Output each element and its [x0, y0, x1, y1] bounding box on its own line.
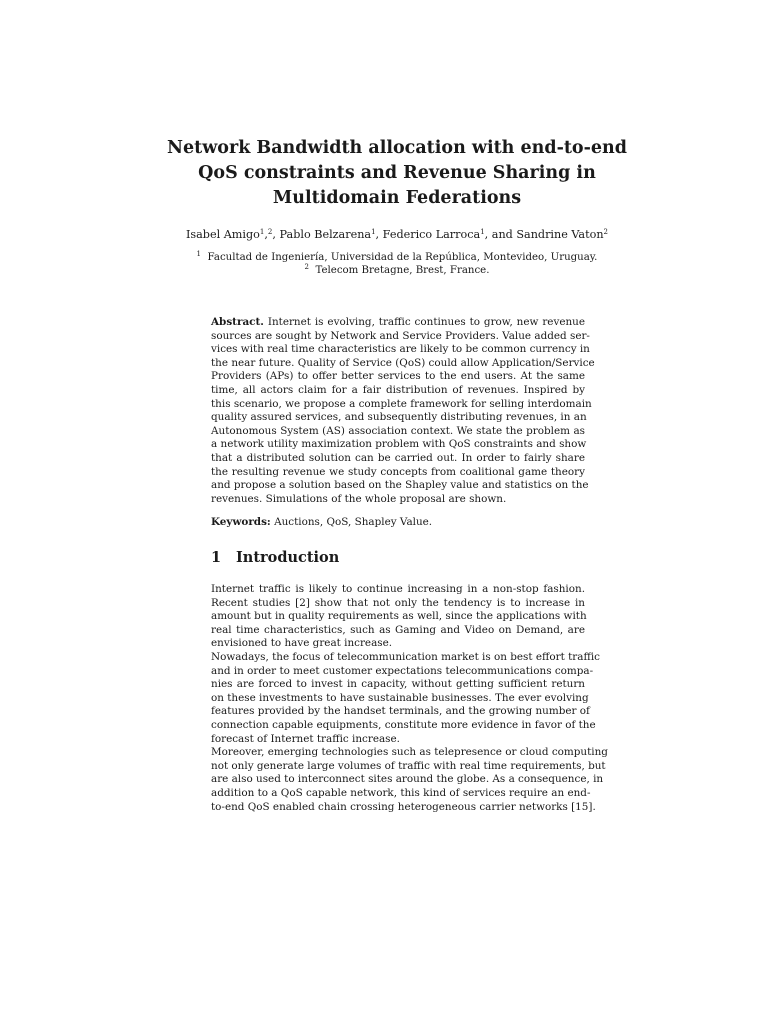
abstract-line: this scenario, we propose a complete framework for selling interdomain: [211, 397, 592, 410]
author-name: Sandrine Vaton: [516, 228, 604, 241]
author-name: Isabel Amigo: [185, 228, 260, 241]
affiliation-2: [0, 265, 768, 276]
author-affiliation-mark: 1: [259, 228, 265, 236]
title-line: QoS constraints and Revenue Sharing in: [198, 163, 596, 183]
section-number: 1: [211, 549, 222, 566]
body-line: envisioned to have great increase.: [211, 637, 393, 650]
body-line: to-end QoS enabled chain crossing heterogeneous carrier networks [15].: [211, 800, 596, 813]
body-line: Internet traffic is likely to continue increasing in a non-stop fashion.: [211, 583, 585, 595]
keywords-label: Keywords:: [211, 516, 271, 528]
abstract-line: the near future. Quality of Service (QoS) could allow Application/Service: [211, 356, 595, 369]
body-line: not only generate large volumes of traffic with real time requirements, but: [211, 759, 606, 772]
body-line: Moreover, emerging technologies such as telepresence or cloud computing: [211, 746, 608, 759]
author-list: [0, 228, 768, 241]
body-line: and in order to meet customer expectations telecommunications compa-: [211, 664, 594, 677]
body-line: forecast of Internet traffic increase.: [211, 732, 400, 745]
abstract-line: and propose a solution based on the Shapley value and statistics on the: [211, 479, 589, 492]
title-line: Multidomain Federations: [272, 188, 522, 208]
body-line: Recent studies [2] show that not only the tendency is to increase in: [211, 596, 585, 609]
body-line: nies are forced to invest in capacity, without getting sufficient return: [211, 678, 585, 691]
section-heading: [211, 549, 339, 566]
author-affiliation-mark: 1: [480, 228, 485, 236]
abstract-label: Abstract.: [211, 316, 264, 328]
author-mark-separator: ,: [264, 228, 268, 241]
abstract-line: time, all actors claim for a fair distribution of revenues. Inspired by: [211, 383, 585, 396]
body-line: amount but in quality requirements as well, since the applications with: [211, 610, 587, 623]
affiliation-text: Facultad de Ingeniería, Universidad de la República, Montevideo, Uruguay.: [207, 252, 598, 263]
abstract: [211, 316, 595, 506]
body-line: real time characteristics, such as Gaming and Video on Demand, are: [211, 623, 585, 636]
body-line: addition to a QoS capable network, this kind of services require an end-: [211, 786, 591, 799]
introduction-body: [211, 583, 608, 814]
body-line: are also used to interconnect sites around the globe. As a consequence, in: [211, 773, 604, 786]
abstract-line: vices with real time characteristics are likely to be common currency in: [211, 343, 590, 356]
keywords: [211, 516, 585, 530]
abstract-line: the resulting revenue we study concepts from coalitional game theory: [211, 465, 585, 478]
abstract-line: sources are sought by Network and Service Providers. Value added ser-: [211, 329, 590, 342]
body-line: on these investments to have sustainable businesses. The ever evolving: [211, 691, 589, 704]
author-separator: ,: [375, 228, 383, 241]
author-separator: , and: [484, 228, 517, 241]
author-name: Pablo Belzarena: [279, 228, 372, 241]
author-affiliation-mark: 2: [267, 228, 273, 236]
abstract-line: revenues. Simulations of the whole proposal are shown.: [211, 492, 507, 505]
affiliation-mark: 2: [304, 263, 310, 271]
abstract-line: Autonomous System (AS) association context. We state the problem as: [211, 424, 585, 437]
affiliation-mark: 1: [196, 250, 202, 258]
title-line: Network Bandwidth allocation with end-to-end: [167, 138, 627, 158]
abstract-line: a network utility maximization problem with QoS constraints and show: [211, 438, 587, 451]
abstract-line: that a distributed solution can be carried out. In order to fairly share: [211, 451, 585, 464]
author-affiliation-mark: 1: [371, 228, 376, 236]
body-line: Nowadays, the focus of telecommunication market is on best effort traffic: [211, 650, 600, 663]
author-name: Federico Larroca: [382, 228, 481, 241]
keywords-text: Auctions, QoS, Shapley Value.: [270, 516, 433, 528]
paper-title: [150, 136, 644, 211]
abstract-line: quality assured services, and subsequently distributing revenues, in an: [211, 411, 587, 424]
author-separator: ,: [272, 228, 280, 241]
affiliation-1: [0, 252, 768, 263]
abstract-line: Providers (APs) to offer better services to the end users. At the same: [211, 370, 585, 383]
body-line: connection capable equipments, constitute more evidence in favor of the: [211, 718, 596, 731]
body-line: features provided by the handset terminals, and the growing number of: [211, 705, 590, 718]
affiliation-text: Telecom Bretagne, Brest, France.: [315, 265, 490, 276]
section-title: Introduction: [236, 549, 340, 566]
abstract-line: Abstract. Internet is evolving, traffic continues to grow, new revenue: [211, 316, 585, 328]
author-affiliation-mark: 2: [603, 228, 609, 236]
